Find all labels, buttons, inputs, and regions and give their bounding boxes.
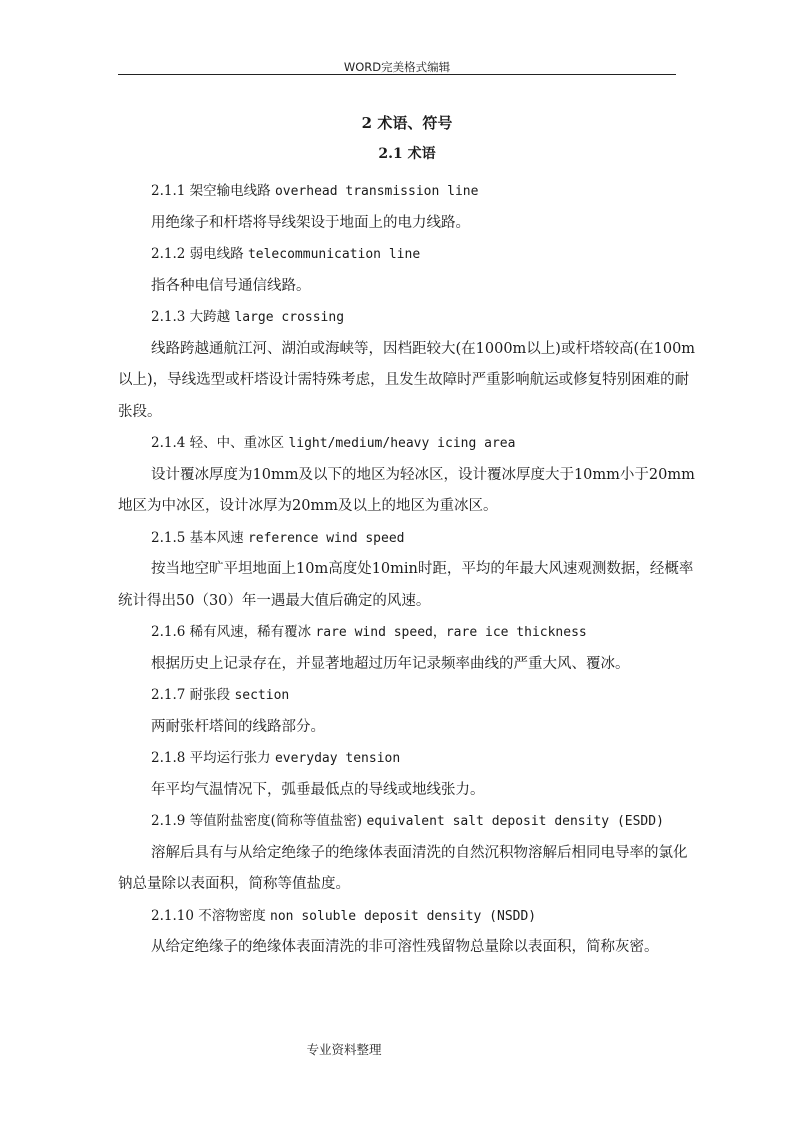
term-en: section <box>234 688 290 703</box>
term-en: reference wind speed <box>247 530 405 546</box>
term-zh: 2.1.3 大跨越 <box>151 309 231 325</box>
term-entry <box>118 176 696 239</box>
term-zh: 2.1.5 基本风速 <box>151 529 244 546</box>
term-definition: 两耐张杆塔间的线路部分。 <box>151 718 325 735</box>
term-en: telecommunication line <box>247 247 421 262</box>
term-heading <box>118 239 696 271</box>
term-entry <box>118 302 696 428</box>
term-definition: 线路跨越通航江河、湖泊或海峡等，因档距较大(在1000m以上)或杆塔较高(在100m以上)，导线选型或杆塔设计需特殊考虑，且发生故障时严重影响航运或修复特别困难的耐张段。 <box>118 340 696 420</box>
term-entry <box>118 680 696 743</box>
term-entry <box>118 239 696 302</box>
term-heading <box>118 302 696 334</box>
term-entry <box>118 523 696 618</box>
term-heading <box>118 901 696 933</box>
term-definition: 根据历史上记录存在，并显著地超过历年记录频率曲线的严重大风、覆冰。 <box>151 655 630 672</box>
term-en: equivalent salt deposit density (ESDD) <box>366 814 664 829</box>
term-heading <box>118 176 696 208</box>
term-en: light/medium/heavy icing area <box>288 436 516 451</box>
term-heading <box>118 523 696 555</box>
term-zh: 2.1.2 弱电线路 <box>151 246 244 262</box>
term-en: rare wind speed，rare ice thickness <box>315 625 587 640</box>
term-heading <box>118 428 696 460</box>
term-en: large crossing <box>234 310 345 325</box>
term-entry <box>118 617 696 680</box>
term-heading <box>118 617 696 649</box>
section-title: 2.1 术语 <box>378 146 436 162</box>
term-en: non soluble deposit density (NSDD) <box>270 908 537 924</box>
term-definition: 用绝缘子和杆塔将导线架设于地面上的电力线路。 <box>151 214 470 231</box>
term-zh: 2.1.9 等值附盐密度(简称等值盐密) <box>151 813 363 829</box>
term-heading <box>118 806 696 838</box>
term-zh: 2.1.7 耐张段 <box>151 687 231 703</box>
term-zh: 2.1.10 不溶物密度 <box>151 907 266 924</box>
term-entry <box>118 901 696 964</box>
document-body <box>118 108 696 964</box>
term-zh: 2.1.4 轻、中、重冰区 <box>151 435 285 451</box>
footer-text: 专业资料整理 <box>306 1042 382 1057</box>
terms-list <box>118 176 696 964</box>
term-heading <box>118 680 696 712</box>
term-definition: 溶解后具有与从给定绝缘子的绝缘体表面清洗的自然沉积物溶解后相同电导率的氯化钠总量除以表面积，简称等值盐度。 <box>118 844 688 892</box>
chapter-title: 2 术语、符号 <box>361 114 453 132</box>
header-text: WORD完美格式编辑 <box>343 60 451 74</box>
term-definition: 指各种电信号通信线路。 <box>151 277 311 294</box>
term-entry <box>118 806 696 901</box>
term-entry <box>118 428 696 523</box>
term-definition: 按当地空旷平坦地面上10m高度处10min时距，平均的年最大风速观测数据，经概率统计得出50（30）年一遇最大值后确定的风速。 <box>118 561 694 609</box>
term-zh: 2.1.6 稀有风速，稀有覆冰 <box>151 624 312 640</box>
term-zh: 2.1.1 架空输电线路 <box>151 183 271 199</box>
term-definition: 设计覆冰厚度为10mm及以下的地区为轻冰区，设计覆冰厚度大于10mm小于20mm地区为中冰区，设计冰厚为20mm及以上的地区为重冰区。 <box>118 466 695 514</box>
term-definition: 从给定绝缘子的绝缘体表面清洗的非可溶性残留物总量除以表面积，简称灰密。 <box>151 939 659 955</box>
page-header <box>118 54 676 75</box>
term-en: overhead transmission line <box>274 184 479 199</box>
term-zh: 2.1.8 平均运行张力 <box>151 750 271 766</box>
term-definition: 年平均气温情况下，弧垂最低点的导线或地线张力。 <box>151 781 485 798</box>
term-en: everyday tension <box>274 751 401 766</box>
page-footer <box>0 1040 794 1058</box>
term-heading <box>118 743 696 775</box>
term-entry <box>118 743 696 806</box>
